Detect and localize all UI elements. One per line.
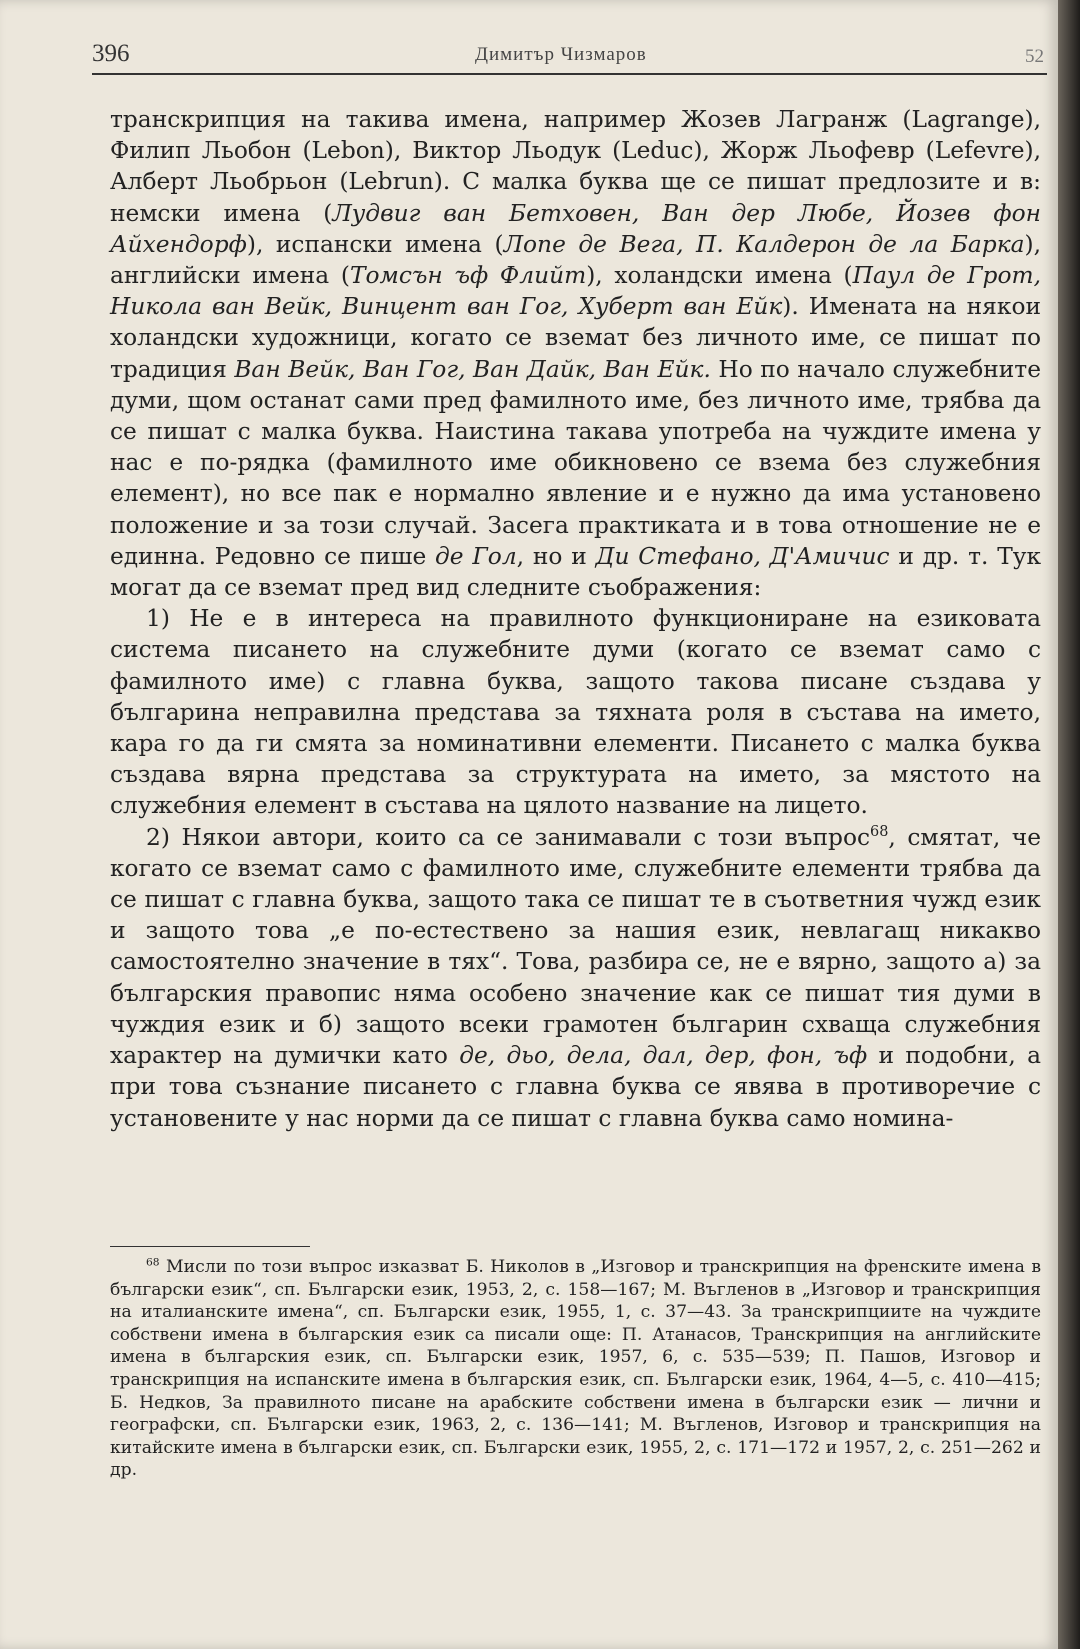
running-head: [92, 40, 1052, 74]
text-run: Но по начало служебните думи, щом останат сами пред фамилното име, без личното име, трябва да се пишат с малка буква. Наистина такава употреба на чуждите имена у нас е по-рядка (фамилното име обикновено се взема без служебния елемент), но все пак е нормално явление и е нужно да има установено положение и за този случай. Засега практиката и в това отношение не е единна. Редовно се пише: [110, 355, 1041, 570]
italic-text: Лопе де Вега, П. Калдерон де ла Барка: [503, 230, 1025, 258]
book-spine-edge: [1058, 0, 1080, 1649]
paragraph-3: [110, 822, 1041, 1134]
italic-text: де, дьо, дела, дал, дер, фон, ъф: [459, 1042, 868, 1070]
text-run: и подобни, а при това съзнание писането с главна буква се явява в противоречие с установените у нас норми да се пишат с главна буква само номина-: [110, 1042, 1042, 1132]
text-run: транскрипция на такива имена, например Жозев Лагранж (Lagrange), Филип Льобон (Lebon), Виктор Льодук (Leduc), Жорж Льофевр (Lefevre), Алберт Льобрьон (Lebrun). С малка буква ще се пишат предлозите и в: немски имена (: [110, 106, 1041, 227]
body-text: [110, 104, 1041, 1134]
running-title: Димитър Чизмаров: [475, 44, 647, 65]
text-run: 2) Някои автори, които са се занимавали с този въпрос: [146, 823, 871, 851]
text-run: 1) Не е в интереса на правилното функциониране на езиковата система писането на служебните думи (когато се вземат само с фамилното име) с главна буква, защото такова писане създава у българина неправилна представа за тяхната роля в състава на името, кара го да ги смята за номинативни елементи. Писането с малка буква създава вярна представа за структурата на името, за мястото на служебния елемент в състава на цялото название на лицето.: [110, 605, 1041, 820]
footnote: [110, 1256, 1041, 1482]
text-run: ), холандски имена (: [586, 262, 853, 290]
text-run: и др. т. Тук могат да се вземат пред вид следните съображения:: [110, 542, 1042, 602]
footnote-ref: 68: [146, 1255, 160, 1269]
header-rule: [92, 73, 1047, 75]
text-run: , смятат, че когато се вземат само с фамилното име, служебните елементи трябва да се пишат с главна буква, защото така се пишат те в съответния чужд език и защото това „е по-естествено за нашия език, невлагащ никакво самостоятелно значение в тях“. Това, разбира се, не е вярно, защото а) за българския правопис няма особено значение как се пишат тия думи в чуждия език и б) защото всеки грамотен българин схваща служебния характер на думички като: [110, 823, 1041, 1070]
text-run: , но и: [516, 542, 596, 570]
footnote-rule: [110, 1246, 310, 1247]
italic-text: Лудвиг ван Бетховен, Ван дер Любе, Йозев фон Айхендорф: [110, 199, 1042, 258]
italic-text: Ди Стефано, Д'Амичис: [595, 542, 890, 570]
paragraph-1: [110, 104, 1041, 603]
footnote-ref: 68: [870, 823, 889, 840]
text-run: ). Имената на някои холандски художници, когато се вземат без личното име, се пишат по традиция: [110, 293, 1041, 383]
italic-text: Томсън ъф Флийт: [349, 262, 587, 290]
paragraph-2: [110, 603, 1041, 821]
italic-text: Паул де Грот, Никола ван Вейк, Винцент ван Гог, Хуберт ван Ейк: [110, 262, 1041, 321]
text-run: Мисли по този въпрос изказват Б. Николов в „Изговор и транскрипция на френските имена в български език“, сп. Български език, 1953, 2, с. 158—167; М. Въгленов в „Изговор и транскрипция на италианските имена“, сп. Български език, 1955, 1, с. 37—43. За транскрипциите на чуждите собствени имена в българския език са писали още: П. Атанасов, Транскрипция на английските имена в българския език, сп. Български език, 1957, 6, с. 535—539; П. Пашов, Изговор и транскрипция на испанските имена в българския език, сп. Български език, 1964, 4—5, с. 410—415; Б. Недков, За правилното писане на арабските собствени имена в български език — лични и географски, сп. Български език, 1963, 2, с. 136—141; М. Въгленов, Изговор и транскрипция на китайските имена в български език, сп. Български език, 1955, 2, с. 171—172 и 1957, 2, с. 251—262 и др.: [110, 1257, 1041, 1481]
text-run: ), английски имена (: [110, 230, 1042, 290]
italic-text: де Гол: [435, 542, 517, 570]
page-number: 396: [92, 40, 130, 67]
italic-text: Ван Вейк, Ван Гог, Ван Дайк, Ван Ейк.: [234, 355, 711, 383]
corner-mark: 52: [1025, 46, 1044, 67]
text-run: ), испански имена (: [246, 230, 504, 258]
